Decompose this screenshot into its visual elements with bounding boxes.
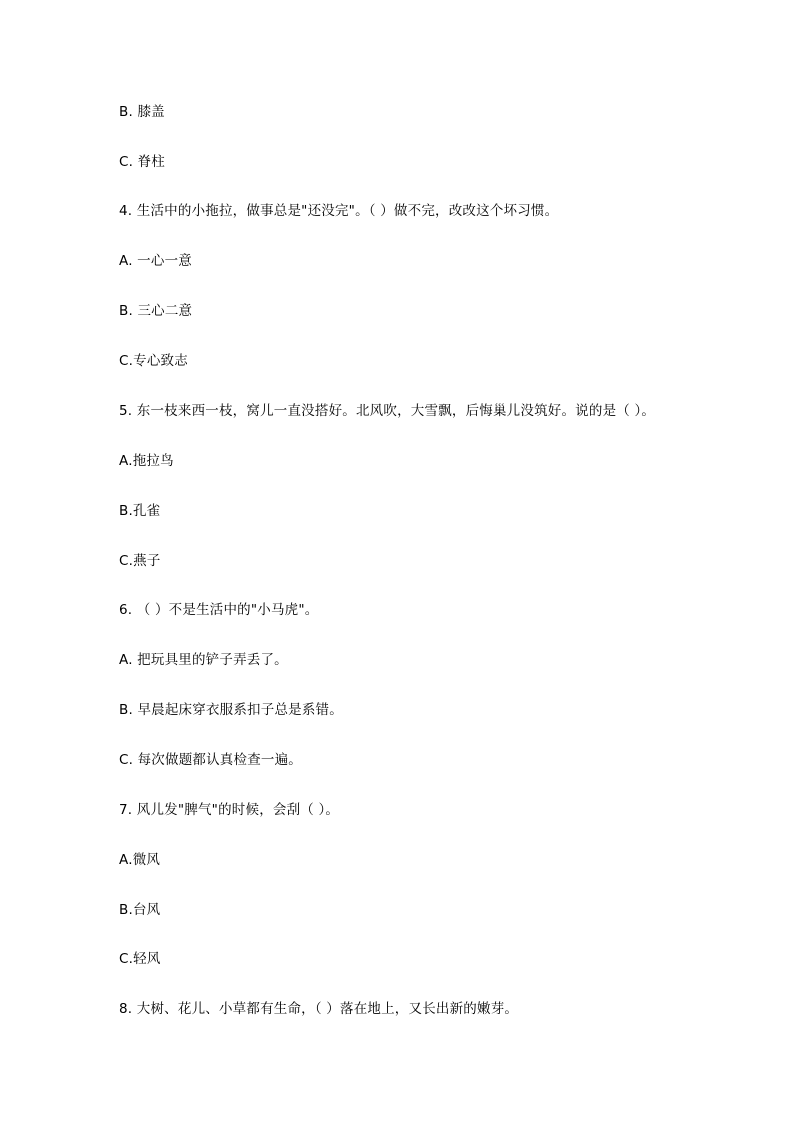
question-6: 6. （ ）不是生活中的"小马虎"。: [119, 602, 319, 618]
option-7c: C.轻风: [119, 951, 161, 967]
option-5c: C.燕子: [119, 553, 161, 569]
option-4b: B. 三心二意: [119, 303, 193, 319]
option-3b: B. 膝盖: [119, 104, 165, 120]
option-5a: A.拖拉鸟: [119, 453, 174, 469]
option-7b: B.台风: [119, 902, 161, 918]
question-7: 7. 风儿发"脾气"的时候，会刮（ ）。: [119, 802, 340, 818]
question-5: 5. 东一枝来西一枝，窝儿一直没搭好。北风吹，大雪飘，后悔巢儿没筑好。说的是（ ）。: [119, 403, 656, 419]
option-6b: B. 早晨起床穿衣服系扣子总是系错。: [119, 702, 343, 718]
option-6a: A. 把玩具里的铲子弄丢了。: [119, 652, 288, 668]
option-5b: B.孔雀: [119, 503, 161, 519]
option-7a: A.微风: [119, 852, 161, 868]
question-8: 8. 大树、花儿、小草都有生命，（ ）落在地上，又长出新的嫩芽。: [119, 1001, 519, 1017]
option-3c: C. 脊柱: [119, 154, 166, 170]
option-4c: C.专心致志: [119, 353, 188, 369]
question-4: 4. 生活中的小拖拉，做事总是"还没完"。（ ）做不完，改改这个坏习惯。: [119, 203, 559, 219]
option-6c: C. 每次做题都认真检查一遍。: [119, 752, 303, 768]
option-4a: A. 一心一意: [119, 253, 192, 269]
